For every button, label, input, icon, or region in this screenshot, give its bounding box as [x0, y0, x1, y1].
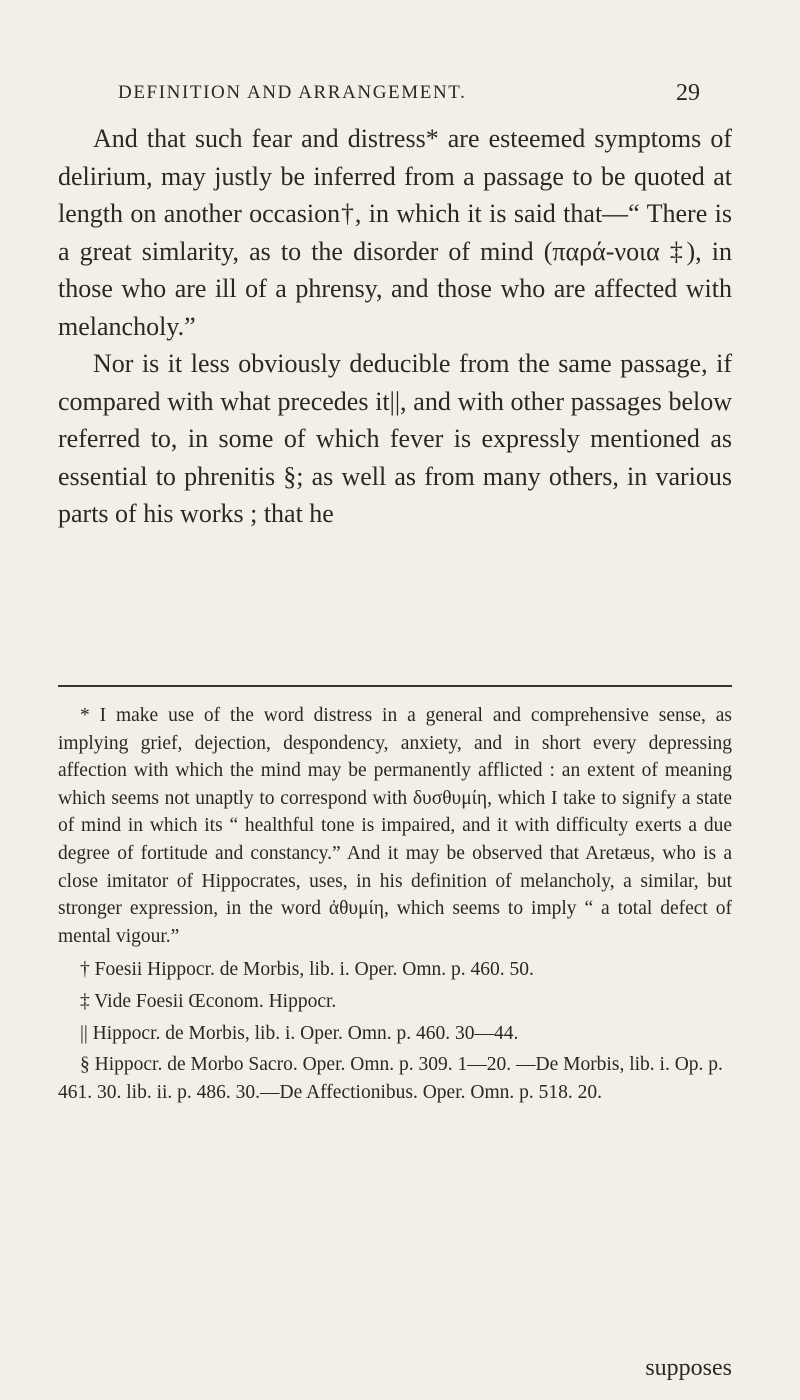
running-title: DEFINITION AND ARRANGEMENT. — [118, 82, 467, 103]
footnotes — [58, 702, 732, 1110]
catchword: supposes — [645, 1355, 732, 1381]
paragraph-2: Nor is it less obviously deducible from the same passage, if compared with what precedes it||, and with other passages below referred to, in some of which fever is expressly mentioned as essential to phrenitis §; as well as from many others, in various parts of his works ; that he — [58, 349, 732, 528]
footnote-double-dagger: ‡ Vide Foesii Œconom. Hippocr. — [80, 990, 337, 1012]
footnote-parallel: || Hippocr. de Morbis, lib. i. Oper. Omn. p. 460. 30—44. — [80, 1022, 519, 1044]
page-number: 29 — [676, 80, 700, 106]
footnote-section: § Hippocr. de Morbo Sacro. Oper. Omn. p. 309. 1—20. —De Morbis, lib. i. Op. p. 461. 30. lib. ii. p. 486. 30.—De Affectionibus. Oper. Omn. p. 518. 20. — [58, 1054, 723, 1103]
paragraph-1: And that such fear and distress* are esteemed symptoms of delirium, may justly be inferred from a passage to be quoted at length on another occasion†, in which it is said that—“ There is a great simlarity, as to the disorder of mind (παρά-νοια ‡), in those who are ill of a phrensy, and those who are affected with melancholy.” — [58, 124, 732, 341]
main-text — [58, 120, 732, 533]
footnote-dagger: † Foesii Hippocr. de Morbis, lib. i. Oper. Omn. p. 460. 50. — [80, 959, 534, 981]
footnote-separator — [58, 685, 732, 687]
running-header — [118, 82, 700, 112]
footnote-star: * I make use of the word distress in a general and comprehensive sense, as implying grief, dejection, despondency, anxiety, and in short every depressing affection with which the mind may be permanently afflicted : an extent of meaning which seems not unaptly to correspond with δυσθυμίη, which I take to signify a state of mind in which its “ healthful tone is impaired, and it with difficulty exerts a due degree of fortitude and constancy.” And it may be observed that Aretæus, who is a close imitator of Hippocrates, uses, in his definition of melancholy, a similar, but stronger expression, in the word ἀθυμίη, which seems to imply “ a total defect of mental vigour.” — [58, 705, 732, 947]
